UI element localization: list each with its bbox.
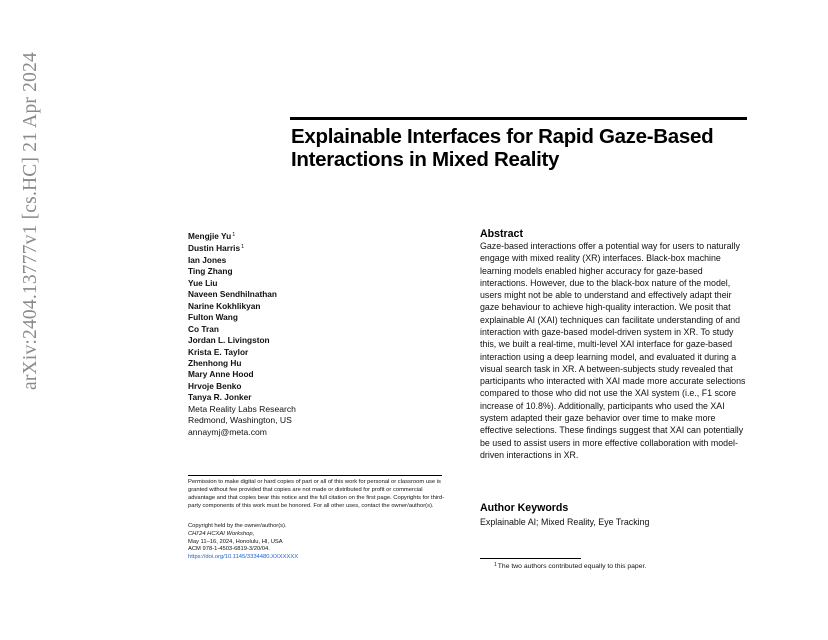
author-footnote-mark: 1 bbox=[241, 244, 245, 251]
doi-link[interactable]: https://doi.org/10.1145/3334480.XXXXXXX bbox=[188, 554, 299, 561]
copyright-line: Copyright held by the owner/author(s). bbox=[188, 523, 287, 529]
copyright-block bbox=[188, 523, 450, 562]
author: Mary Anne Hood bbox=[188, 369, 254, 380]
author: Tanya R. Jonker bbox=[188, 392, 252, 403]
title-rule bbox=[290, 117, 747, 120]
venue-date-place: May 11–16, 2024, Honolulu, HI, USA bbox=[188, 538, 283, 545]
contact-email: annaymj@meta.com bbox=[188, 426, 267, 437]
permission-notice: Permission to make digital or hard copies of part or all of this work for personal or classroom use is granted without fee provided that copies are not made or distributed for profit or commercial advantage and that copies bear this notice and the full citation on the first page. Copyrights for third-party components of this work must be honored. For all other uses, contact the owner/author(s). bbox=[188, 479, 445, 509]
author: Dustin Harris$^1$ bbox=[188, 243, 245, 254]
paper-title-line-2: Interactions in Mixed Reality bbox=[291, 148, 560, 171]
author: Jordan L. Livingston bbox=[188, 335, 270, 346]
author: Co Tran bbox=[188, 323, 219, 334]
abstract-heading: Abstract bbox=[480, 228, 523, 240]
author: Mengjie Yu$^1$ bbox=[188, 231, 236, 241]
keywords-body: Explainable AI; Mixed Reality, Eye Tracking bbox=[480, 517, 650, 527]
author-block bbox=[188, 230, 458, 438]
venue-name: CHI'24 HCXAI Workshop, bbox=[188, 530, 255, 537]
author: Ian Jones bbox=[188, 254, 227, 265]
author: Narine Kokhlikyan bbox=[188, 300, 261, 311]
author: Fulton Wang bbox=[188, 312, 238, 323]
affiliation-org: Meta Reality Labs Research bbox=[188, 403, 296, 414]
footnote-text: The two authors contributed equally to this paper. bbox=[497, 563, 647, 570]
footnote bbox=[494, 561, 646, 571]
arxiv-identifier-stamp: arXiv:2404.13777v1 [cs.HC] 21 Apr 2024 bbox=[20, 52, 41, 390]
permission-rule bbox=[188, 475, 442, 476]
author: Naveen Sendhilnathan bbox=[188, 289, 277, 300]
author: Hrvoje Benko bbox=[188, 380, 242, 391]
footnote-mark: 1 bbox=[494, 562, 497, 568]
acm-isbn: ACM 978-1-4503-6819-3/20/04. bbox=[188, 546, 270, 553]
author-footnote-mark: 1 bbox=[232, 232, 236, 238]
affiliation-location: Redmond, Washington, US bbox=[188, 415, 292, 426]
footnote-rule bbox=[480, 558, 581, 559]
author: Zhenhong Hu bbox=[188, 357, 242, 368]
abstract-body: Gaze-based interactions offer a potential way for users to naturally engage with mixed reality (XR) interfaces. Black-box machine learning models enabled higher accuracy for gaze-based interactions. However, due to the black-box nature of the model, users might not be able to understand and effectively adapt their gaze behaviour to achieve high-quality interaction. We posit that explainable AI (XAI) techniques can facilitate understanding of and interaction with gaze-based model-driven system in XR. To study this, we built a real-time, multi-level XAI interface for gaze-based interaction using a deep learning model, and evaluated it during a visual search task in XR. A between-subjects study revealed that participants who interacted with XAI made more accurate selections compared to those who did not use the XAI system (i.e., F1 score increase of 10.8%). Additionally, participants who used the XAI system adapted their gaze behavior over time to make more effective selections. These findings suggest that XAI can potentially be used to assist users in more effective collaboration with model-driven interactions in XR. bbox=[480, 241, 746, 460]
author: Yue Liu bbox=[188, 277, 218, 288]
paper-title bbox=[291, 125, 751, 171]
author: Ting Zhang bbox=[188, 266, 233, 277]
venue-line bbox=[188, 531, 450, 547]
paper-title-line-1: Explainable Interfaces for Rapid Gaze-Based bbox=[291, 125, 714, 148]
author: Krista E. Taylor bbox=[188, 346, 249, 357]
keywords-heading: Author Keywords bbox=[480, 502, 569, 514]
